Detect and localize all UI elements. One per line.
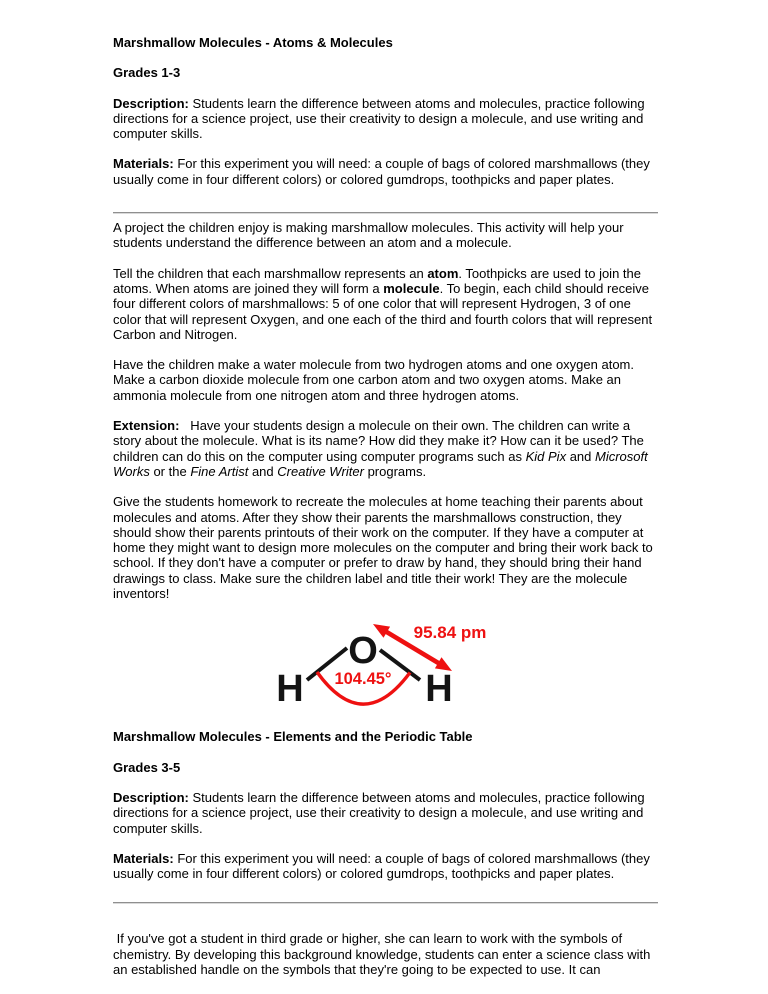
extension-run: Have your students design a molecule on their own. The children can write a story about the molecule. What is its name? How did they make it? How can it be used? The children can do this on the computer using computer programs such as: [113, 418, 648, 464]
homework-paragraph: Give the students homework to recreate the molecules at home teaching their parents about molecules and atoms. After they show their parents the marshmallows construction, they should show their parents printouts of their work on the computer. If they have a computer at home they might want to design more molecules on the computer and bring their work back to school. If they don't have a computer or prefer to draw by hand, they should bring their hand drawings to class. Make sure the children label and title their work! They are the molecule inventors!: [113, 494, 657, 602]
lesson2-title: Marshmallow Molecules - Elements and the Periodic Table: [113, 729, 473, 745]
description-label: Description:: [113, 789, 189, 805]
description-text: Students learn the difference between atoms and molecules, practice following directions for a science project, use their creativity to design a molecule, and use writing and computer skills.: [113, 95, 649, 142]
lesson1-description-paragraph: [113, 96, 658, 142]
description-label: Description:: [113, 95, 189, 111]
fine-artist-title: Fine Artist: [190, 463, 249, 479]
make-molecules-paragraph: Have the children make a water molecule from two hydrogen atoms and one oxygen atom. Make a carbon dioxide molecule from one carbon atom and two oxygen atoms. Make an ammonia molecule from one nitrogen atom and three hydrogen atoms.: [113, 357, 638, 403]
lesson1-grades: Grades 1-3: [113, 65, 181, 81]
creative-writer-title: Creative Writer: [277, 463, 364, 479]
section-divider: [113, 212, 658, 214]
extension-label: Extension:: [113, 418, 180, 434]
tell-run: . To begin, each child should receive four different colors of marshmallows: 5 of one color that will represent Hydrogen, 3 of one color that will represent Oxygen, and one each of the third and fourth colors that will represent Carbon and Nitrogen.: [113, 280, 656, 342]
molecule-bold-word: molecule: [383, 280, 440, 296]
extension-paragraph: [113, 418, 658, 479]
materials-label: Materials:: [113, 850, 174, 866]
description-text: Students learn the difference between atoms and molecules, practice following directions for a science project, use their creativity to design a molecule, and use writing and computer skills.: [113, 789, 649, 836]
extension-run: and: [248, 463, 278, 479]
water-molecule-diagram: [263, 616, 508, 714]
extension-run: and: [566, 448, 595, 464]
tell-run: Tell the children that each marshmallow represents an: [113, 265, 428, 281]
intro-paragraph: A project the children enjoy is making marshmallow molecules. This activity will help your students understand the difference between an atom and a molecule.: [113, 220, 628, 251]
lesson1-materials-paragraph: [113, 156, 658, 187]
lesson2-materials-paragraph: [113, 851, 658, 882]
extension-run: or the: [149, 463, 191, 479]
tell-children-paragraph: [113, 266, 658, 342]
hydrogen-symbol-right: H: [425, 668, 453, 711]
tell-run: . Toothpicks are used to join the atoms. When atoms are joined they will form a: [113, 265, 645, 296]
outro-paragraph: If you've got a student in third grade or higher, she can learn to work with the symbols of chemistry. By developing this background knowledge, students can enter a science class with an established handle on the symbols that they're going to be expected to use. It can: [113, 931, 655, 977]
bond-angle-label: 104.45°: [334, 670, 392, 689]
microsoft-works-title: Microsoft Works: [113, 448, 652, 479]
materials-label: Materials:: [113, 156, 174, 172]
materials-text: For this experiment you will need: a couple of bags of colored marshmallows (they usually come in four different colors) or colored gumdrops, toothpicks and paper plates.: [113, 156, 654, 187]
section-divider: [113, 902, 658, 904]
lesson2-description-paragraph: [113, 790, 658, 836]
lesson1-title: Marshmallow Molecules - Atoms & Molecules: [113, 35, 393, 50]
lesson2-grades: Grades 3-5: [113, 759, 181, 775]
atom-bold-word: atom: [427, 265, 459, 281]
kid-pix-title: Kid Pix: [525, 448, 567, 464]
oxygen-symbol: O: [348, 630, 378, 673]
extension-run: programs.: [363, 463, 427, 479]
hydrogen-symbol-left: H: [276, 668, 304, 711]
materials-text: For this experiment you will need: a couple of bags of colored marshmallows (they usually come in four different colors) or colored gumdrops, toothpicks and paper plates.: [113, 850, 654, 882]
bond-length-label: 95.84 pm: [413, 623, 487, 643]
